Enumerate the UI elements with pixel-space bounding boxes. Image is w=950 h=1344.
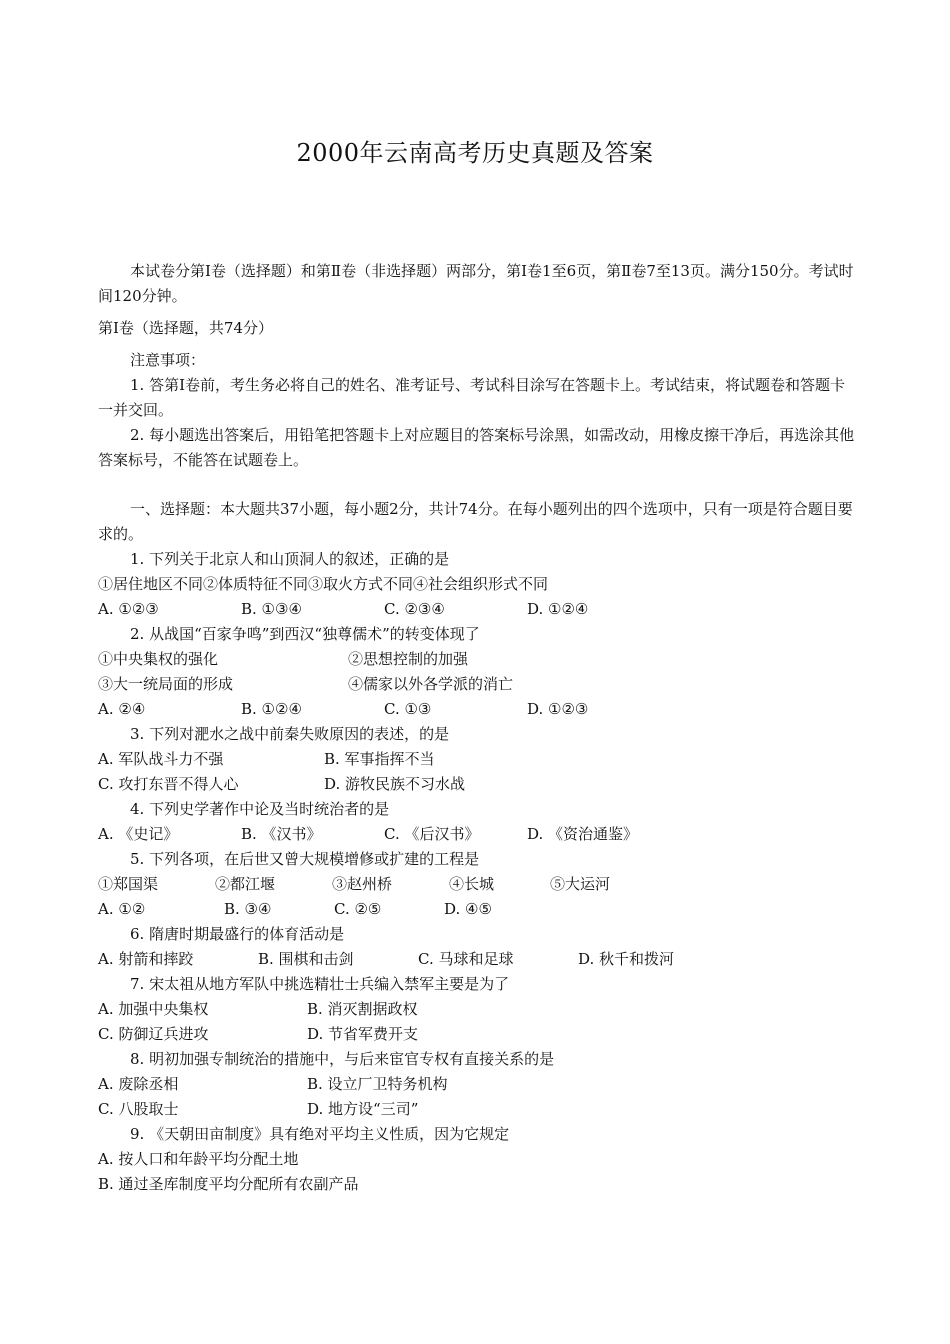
question-1-stem: 1. 下列关于北京人和山顶洞人的叙述，正确的是 — [130, 550, 450, 568]
section-1-heading: 一、选择题：本大题共37小题，每小题2分，共计74分。在每小题列出的四个选项中，只有一项是符合题目要求的。 — [98, 500, 853, 543]
question-2-items-row-1 — [98, 647, 858, 672]
option-b: B. 围棋和击剑 — [258, 950, 354, 968]
question-5-stem: 5. 下列各项，在后世又曾大规模增修或扩建的工程是 — [130, 850, 480, 868]
question-1-options — [98, 597, 858, 622]
option-d: D. 地方设“三司” — [307, 1100, 419, 1118]
option-d: D. ①②④ — [527, 600, 589, 618]
option-c: C. ①③ — [384, 700, 432, 718]
page-title: 2000年云南高考历史真题及答案 — [296, 139, 654, 167]
part1-heading: 第Ⅰ卷（选择题，共74分） — [98, 319, 274, 337]
option-c: C. 攻打东晋不得人心 — [98, 775, 239, 793]
item-4: ④儒家以外各学派的消亡 — [348, 675, 514, 693]
item-1: ①中央集权的强化 — [98, 650, 219, 668]
item-5: ⑤大运河 — [550, 875, 611, 893]
option-a: A. 军队战斗力不强 — [98, 750, 224, 768]
question-9-stem: 9. 《天朝田亩制度》具有绝对平均主义性质，因为它规定 — [130, 1125, 510, 1143]
option-b: B. ③④ — [224, 900, 272, 918]
notice-item-2: 2. 每小题选出答案后，用铅笔把答题卡上对应题目的答案标号涂黑，如需改动，用橡皮擦干净后，再选涂其他答案标号，不能答在试题卷上。 — [98, 426, 855, 469]
question-8-options-row-1 — [98, 1072, 858, 1097]
option-a: A. ①②③ — [98, 600, 159, 618]
option-d: D. 节省军费开支 — [307, 1025, 419, 1043]
question-1-items: ①居住地区不同②体质特征不同③取火方式不同④社会组织形式不同 — [98, 575, 549, 593]
option-b: B. 军事指挥不当 — [324, 750, 435, 768]
question-5-options — [98, 897, 858, 922]
option-c: C. 八股取士 — [98, 1100, 179, 1118]
document-body — [98, 259, 858, 1197]
item-2: ②思想控制的加强 — [348, 650, 469, 668]
option-b: B. 设立厂卫特务机构 — [307, 1075, 448, 1093]
option-c: C. 《后汉书》 — [384, 825, 480, 843]
option-c: C. 防御辽兵进攻 — [98, 1025, 209, 1043]
question-2-items-row-2 — [98, 672, 858, 697]
question-8-stem: 8. 明初加强专制统治的措施中，与后来宦官专权有直接关系的是 — [130, 1050, 555, 1068]
option-b: B. ①③④ — [241, 600, 302, 618]
option-d: D. 秋千和拨河 — [578, 950, 675, 968]
item-4: ④长城 — [449, 875, 495, 893]
option-a: A. 按人口和年龄平均分配土地 — [98, 1150, 299, 1168]
item-2: ②都江堰 — [215, 875, 276, 893]
notice-heading: 注意事项： — [130, 351, 206, 369]
option-d: D. 《资治通鉴》 — [527, 825, 639, 843]
question-3-stem: 3. 下列对淝水之战中前秦失败原因的表述，的是 — [130, 725, 450, 743]
question-4-options — [98, 822, 858, 847]
option-c: C. 马球和足球 — [418, 950, 514, 968]
option-a: A. 射箭和摔跤 — [98, 950, 194, 968]
question-6-stem: 6. 隋唐时期最盛行的体育活动是 — [130, 925, 345, 943]
item-3: ③大一统局面的形成 — [98, 675, 234, 693]
option-a: A. 废除丞相 — [98, 1075, 179, 1093]
option-d: D. 游牧民族不习水战 — [324, 775, 466, 793]
option-a: A. ②④ — [98, 700, 146, 718]
question-4-stem: 4. 下列史学著作中论及当时统治者的是 — [130, 800, 390, 818]
option-d: D. ④⑤ — [444, 900, 492, 918]
option-b: B. 《汉书》 — [241, 825, 322, 843]
option-b: B. 通过圣库制度平均分配所有农副产品 — [98, 1175, 359, 1193]
option-b: B. 消灭割据政权 — [307, 1000, 418, 1018]
question-3-options-row-1 — [98, 747, 858, 772]
option-d: D. ①②③ — [527, 700, 589, 718]
question-5-items — [98, 872, 858, 897]
option-a: A. 加强中央集权 — [98, 1000, 209, 1018]
question-7-options-row-1 — [98, 997, 858, 1022]
question-3-options-row-2 — [98, 772, 858, 797]
question-2-options — [98, 697, 858, 722]
question-7-options-row-2 — [98, 1022, 858, 1047]
question-7-stem: 7. 宋太祖从地方军队中挑选精壮士兵编入禁军主要是为了 — [130, 975, 510, 993]
option-a: A. 《史记》 — [98, 825, 179, 843]
question-2-stem: 2. 从战国“百家争鸣”到西汉“独尊儒术”的转变体现了 — [130, 625, 480, 643]
intro-paragraph: 本试卷分第Ⅰ卷（选择题）和第Ⅱ卷（非选择题）两部分，第Ⅰ卷1至6页，第Ⅱ卷7至13页。满分150分。考试时间120分钟。 — [98, 262, 854, 305]
item-3: ③赵州桥 — [332, 875, 393, 893]
question-8-options-row-2 — [98, 1097, 858, 1122]
option-c: C. ②③④ — [384, 600, 445, 618]
notice-item-1: 1. 答第Ⅰ卷前，考生务必将自己的姓名、准考证号、考试科目涂写在答题卡上。考试结束，将试题卷和答题卡一并交回。 — [98, 376, 846, 419]
option-a: A. ①② — [98, 900, 146, 918]
item-1: ①郑国渠 — [98, 875, 159, 893]
question-6-options — [98, 947, 858, 972]
option-c: C. ②⑤ — [334, 900, 382, 918]
option-b: B. ①②④ — [241, 700, 302, 718]
